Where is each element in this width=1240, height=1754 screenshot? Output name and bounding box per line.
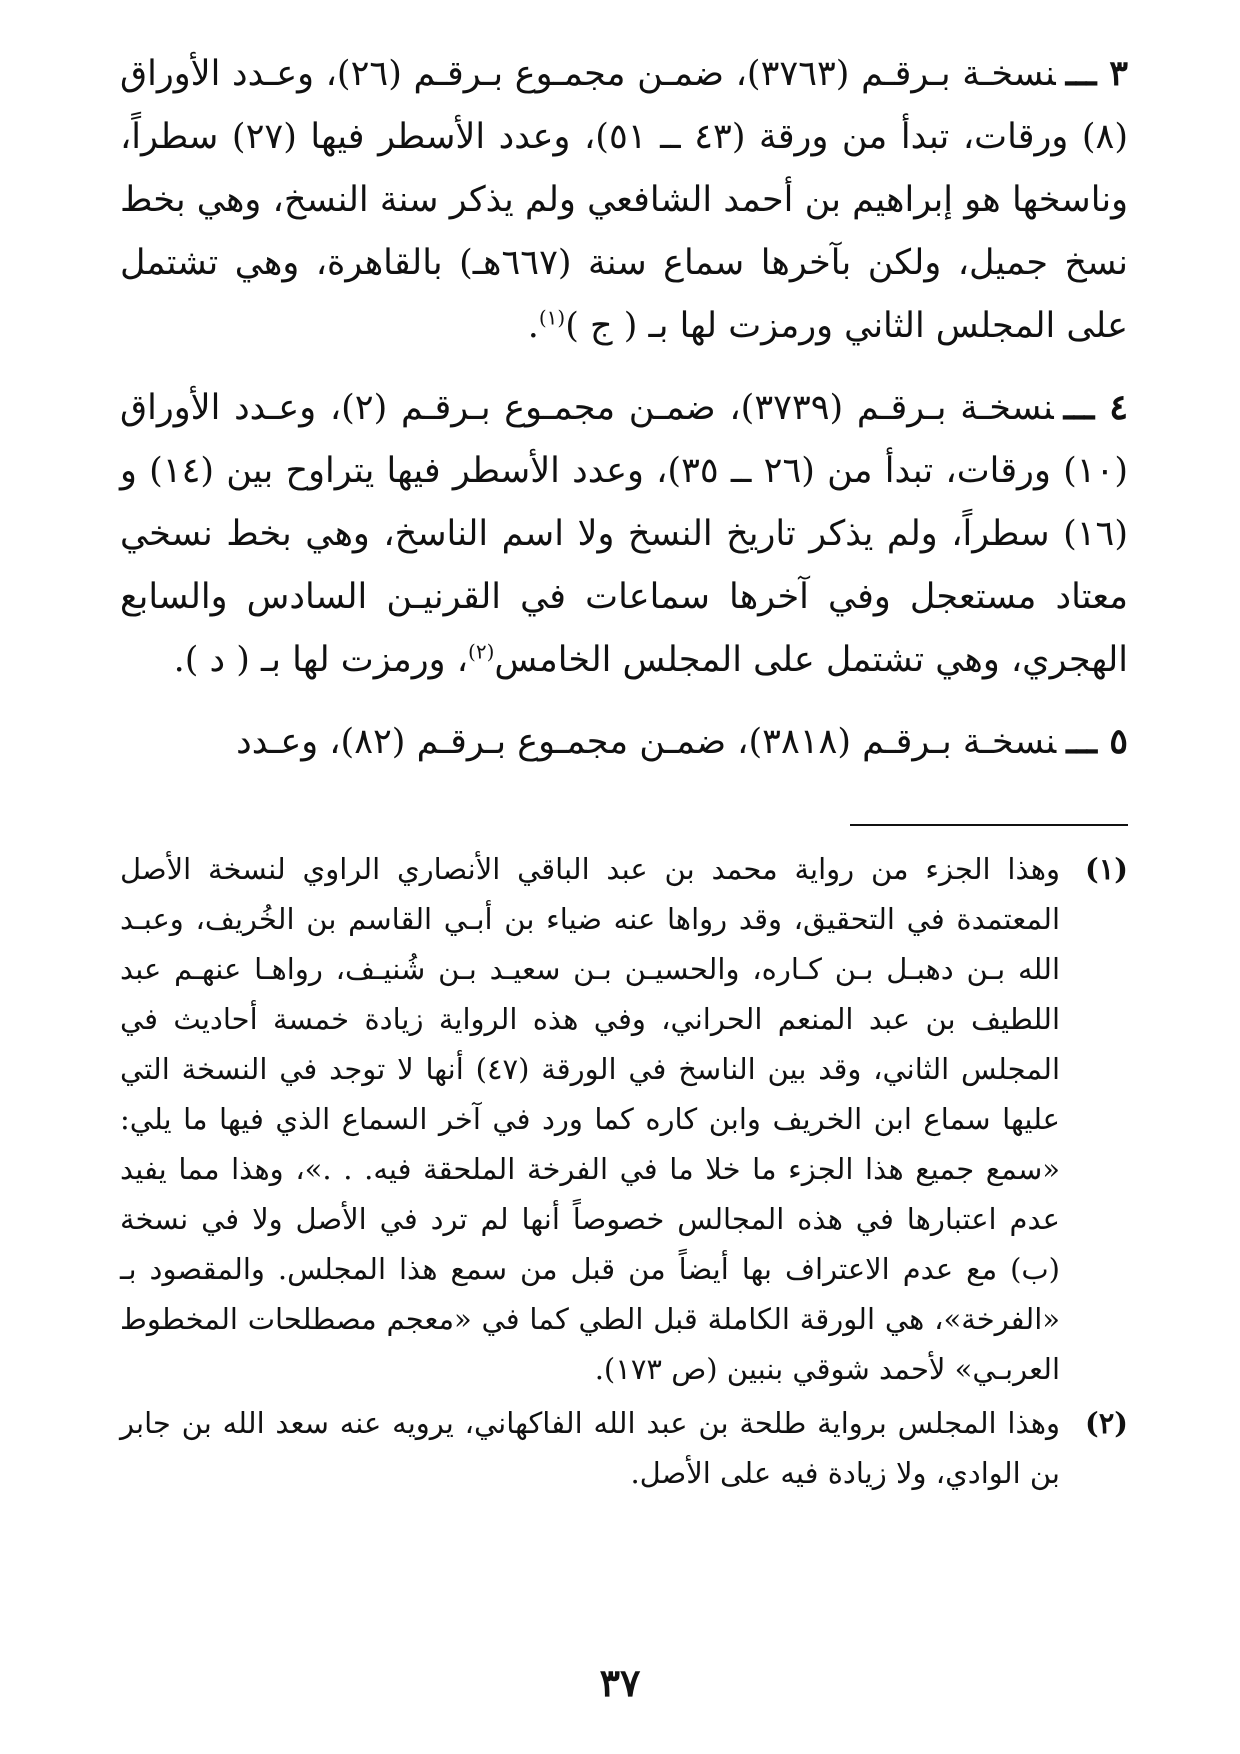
footnote-marker: (١) — [1084, 852, 1128, 886]
page-number: ٣٧ — [599, 1660, 641, 1705]
paragraph-item-5 — [120, 710, 1128, 774]
footnote-text: وهذا المجلس برواية طلحة بن عبد الله الفاكهاني، يرويه عنه سعد الله بن جابر بن الوادي، ولا زيادة فيه على الأصل. — [120, 1406, 1060, 1490]
paragraph-item-3 — [120, 42, 1128, 358]
footnotes-section — [120, 844, 1128, 1502]
footnote-separator — [850, 824, 1128, 826]
paragraph-tail: ، ورمزت لها بـ ( د ). — [173, 640, 468, 680]
paragraph-text: نسخـة بـرقـم (٣٧٦٣)، ضمـن مجمـوع بـرقـم (٢٦)، وعـدد الأوراق (٨) ورقات، تبدأ من ورقة (٤٣ ــ ٥١)، وعدد الأسطر فيها (٢٧) سطراً، وناسخها هو إبراهيم بن أحمد الشافعي ولم يذكر سنة النسخ، وهي بخط نسخ جميل، ولكن بآخرها سماع سنة (٦٦٧هـ) بالقاهرة، وهي تشتمل على المجلس الثاني ورمزت لها بـ ( ج ) — [120, 54, 1128, 346]
paragraph-item-4 — [120, 376, 1128, 692]
item-number: ٤ ـــ — [1063, 387, 1129, 428]
paragraph-text: نسخـة بـرقـم (٣٨١٨)، ضمـن مجمـوع بـرقـم (٨٢)، وعـدد — [236, 722, 1057, 762]
item-number: ٥ ـــ — [1066, 721, 1128, 762]
footnote-reference[interactable]: (١) — [538, 305, 566, 330]
item-number: ٣ ـــ — [1065, 53, 1128, 94]
paragraph-text: نسخـة بـرقـم (٣٧٣٩)، ضمـن مجمـوع بـرقـم (٢)، وعـدد الأوراق (١٠) ورقات، تبدأ من (٢٦ ــ ٣٥)، وعدد الأسطر فيها يتراوح بين (١٤) و (١٦) سطراً، ولم يذكر تاريخ النسخ ولا اسم الناسخ، وهي بخط نسخي معتاد مستعجل وفي آخرها سماعات في القرنيـن السادس والسابع الهجري، وهي تشتمل على المجلس الخامس — [120, 388, 1129, 680]
footnote-reference[interactable]: (٢) — [468, 639, 495, 664]
main-text-body — [120, 42, 1128, 792]
footnote-2 — [120, 1398, 1128, 1498]
footnote-marker: (٢) — [1084, 1406, 1128, 1440]
footnote-text: وهذا الجزء من رواية محمد بن عبد الباقي الأنصاري الراوي لنسخة الأصل المعتمدة في التحقيق، وقد رواها عنه ضياء بن أبـي القاسم بن الخُريف، وعبـد الله بـن دهبـل بـن كـاره، والحسيـن بـن سعيـد بـن شُنيـف، رواهـا عنهـم عبد اللطيف بن عبد المنعم الحراني، وفي هذه الرواية زيادة خمسة أحاديث في المجلس الثاني، وقد بين الناسخ في الورقة (٤٧) أنها لا توجد في النسخة التي عليها سماع ابن الخريف وابن كاره كما ورد في آخر السماع الذي فيها ما يلي: «سمع جميع هذا الجزء ما خلا ما في الفرخة الملحقة فيه. . .»، وهذا مما يفيد عدم اعتبارها في هذه المجالس خصوصاً أنها لم ترد في الأصل ولا في نسخة (ب) مع عدم الاعتراف بها أيضاً من قبل من سمع هذا المجلس. والمقصود بـ «الفرخة»، هي الورقة الكاملة قبل الطي كما في «معجم مصطلحات المخطوط العربـي» لأحمد شوقي بنبين (ص ١٧٣). — [120, 852, 1061, 1386]
paragraph-tail: . — [527, 306, 539, 346]
footnote-1 — [120, 844, 1128, 1394]
